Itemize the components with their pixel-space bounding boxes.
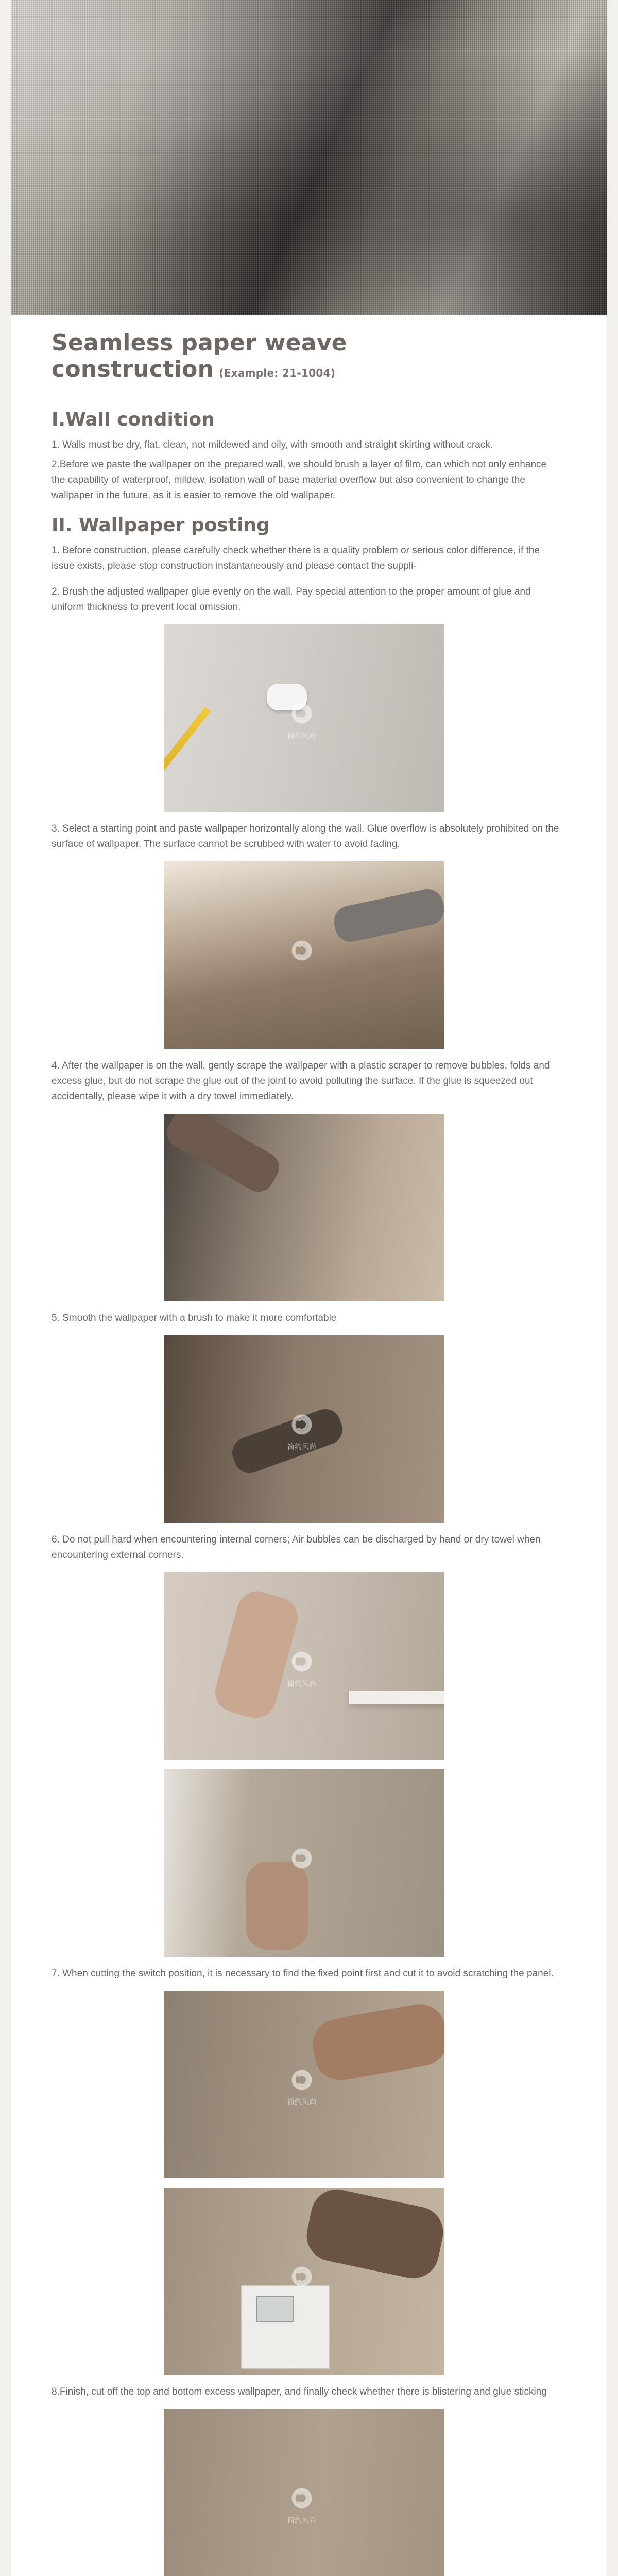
hand-with-brush [228,1404,347,1477]
photo-cutting-around-panel [164,2188,444,2375]
photo-roller-applying-glue [164,624,444,812]
hand-with-scraper [164,1114,285,1197]
step-4-text: 4. After the wallpaper is on the wall, gently scrape the wallpaper with a plastic scraper to remove bubbles, folds and excess glue, but do not scrape the glue out of the joint to avoid polluting the surface. If the glue is squeezed out accidentally, please wipe it with a dry towel immediately. [52,1060,550,1102]
photo-pasting-wallpaper [164,861,444,1049]
watermark-logo-icon [287,1647,316,1676]
watermark-text: 简约风尚 [287,2517,316,2525]
step-6-text: 6. Do not pull hard when encountering internal corners; Air bubbles can be discharged by hand or dry towel when encountering external corners. [52,1534,541,1561]
watermark-text: 简约风尚 [287,1680,316,1688]
hand-with-wallpaper [331,886,444,944]
watermark-logo-icon [287,2065,316,2094]
page-title: Seamless paper weave construction (Example: 21-1004) [52,330,347,382]
hand-with-knife [309,2000,444,2084]
watermark-logo-icon [287,699,316,728]
hand-smoothing-corner [246,1862,308,1950]
watermark-text: 简约风尚 [287,732,316,740]
switch-panel [241,2285,330,2369]
photo-internal-corner [164,1572,444,1760]
photo-brushing-wallpaper [164,1335,444,1523]
section-heading-wallpaper-posting: II. Wallpaper posting [52,515,270,536]
watermark-logo-icon [287,2262,316,2291]
shelf [349,1691,444,1704]
watermark-text: 简约风尚 [287,2098,316,2107]
step-1-text: 1. Before construction, please carefully check whether there is a quality problem or serious color difference, if the issue exists, please stop construction instantaneously and please contact the suppli- [52,545,540,571]
hero-fabric-image [11,0,607,315]
photo-scraping-wallpaper [164,1114,444,1301]
watermark-logo-icon [287,1844,316,1873]
hand-cutting [302,2188,444,2283]
wall-condition-point-2: 2.Before we paste the wallpaper on the prepared wall, we should brush a layer of film, can which not only enhance the capability of waterproof, mildew, isolation wall of base material overflow but also convenient to change the wallpaper in the future, as it is easier to remove the old wallpaper. [52,459,547,501]
watermark-logo-icon [287,936,316,965]
step-5-text: 5. Smooth the wallpaper with a brush to make it more comfortable [52,1313,337,1324]
step-3-text: 3. Select a starting point and paste wallpaper horizontally along the wall. Glue overflow is absolutely prohibited on the surface of wallpaper. The surface cannot be scrubbed with water to avoid fading. [52,823,559,850]
roller-handle [164,707,211,809]
photo-finished-wallpaper [164,2409,444,2576]
wall-condition-point-1: 1. Walls must be dry, flat, clean, not mildewed and oily, with smooth and straight skirting without crack. [52,439,493,450]
photo-external-corner [164,1769,444,1957]
watermark-logo-icon [287,1410,316,1439]
step-2-text: 2. Brush the adjusted wallpaper glue evenly on the wall. Pay special attention to the proper amount of glue and uniform thickness to prevent local omission. [52,586,531,613]
article-content [52,330,561,2576]
watermark-logo-icon [287,2484,316,2513]
watermark-text: 简约风尚 [287,1443,316,1451]
section-heading-wall-condition: I.Wall condition [52,409,215,430]
step-7-text: 7. When cutting the switch position, it is necessary to find the fixed point first and cut it to avoid scratching the panel. [52,1968,554,1979]
example-code: (Example: 21-1004) [219,367,336,379]
photo-marking-switch-position [164,1991,444,2178]
page-card [11,0,607,2576]
step-8-text: 8.Finish, cut off the top and bottom excess wallpaper, and finally check whether there is blistering and glue sticking [52,2386,547,2397]
